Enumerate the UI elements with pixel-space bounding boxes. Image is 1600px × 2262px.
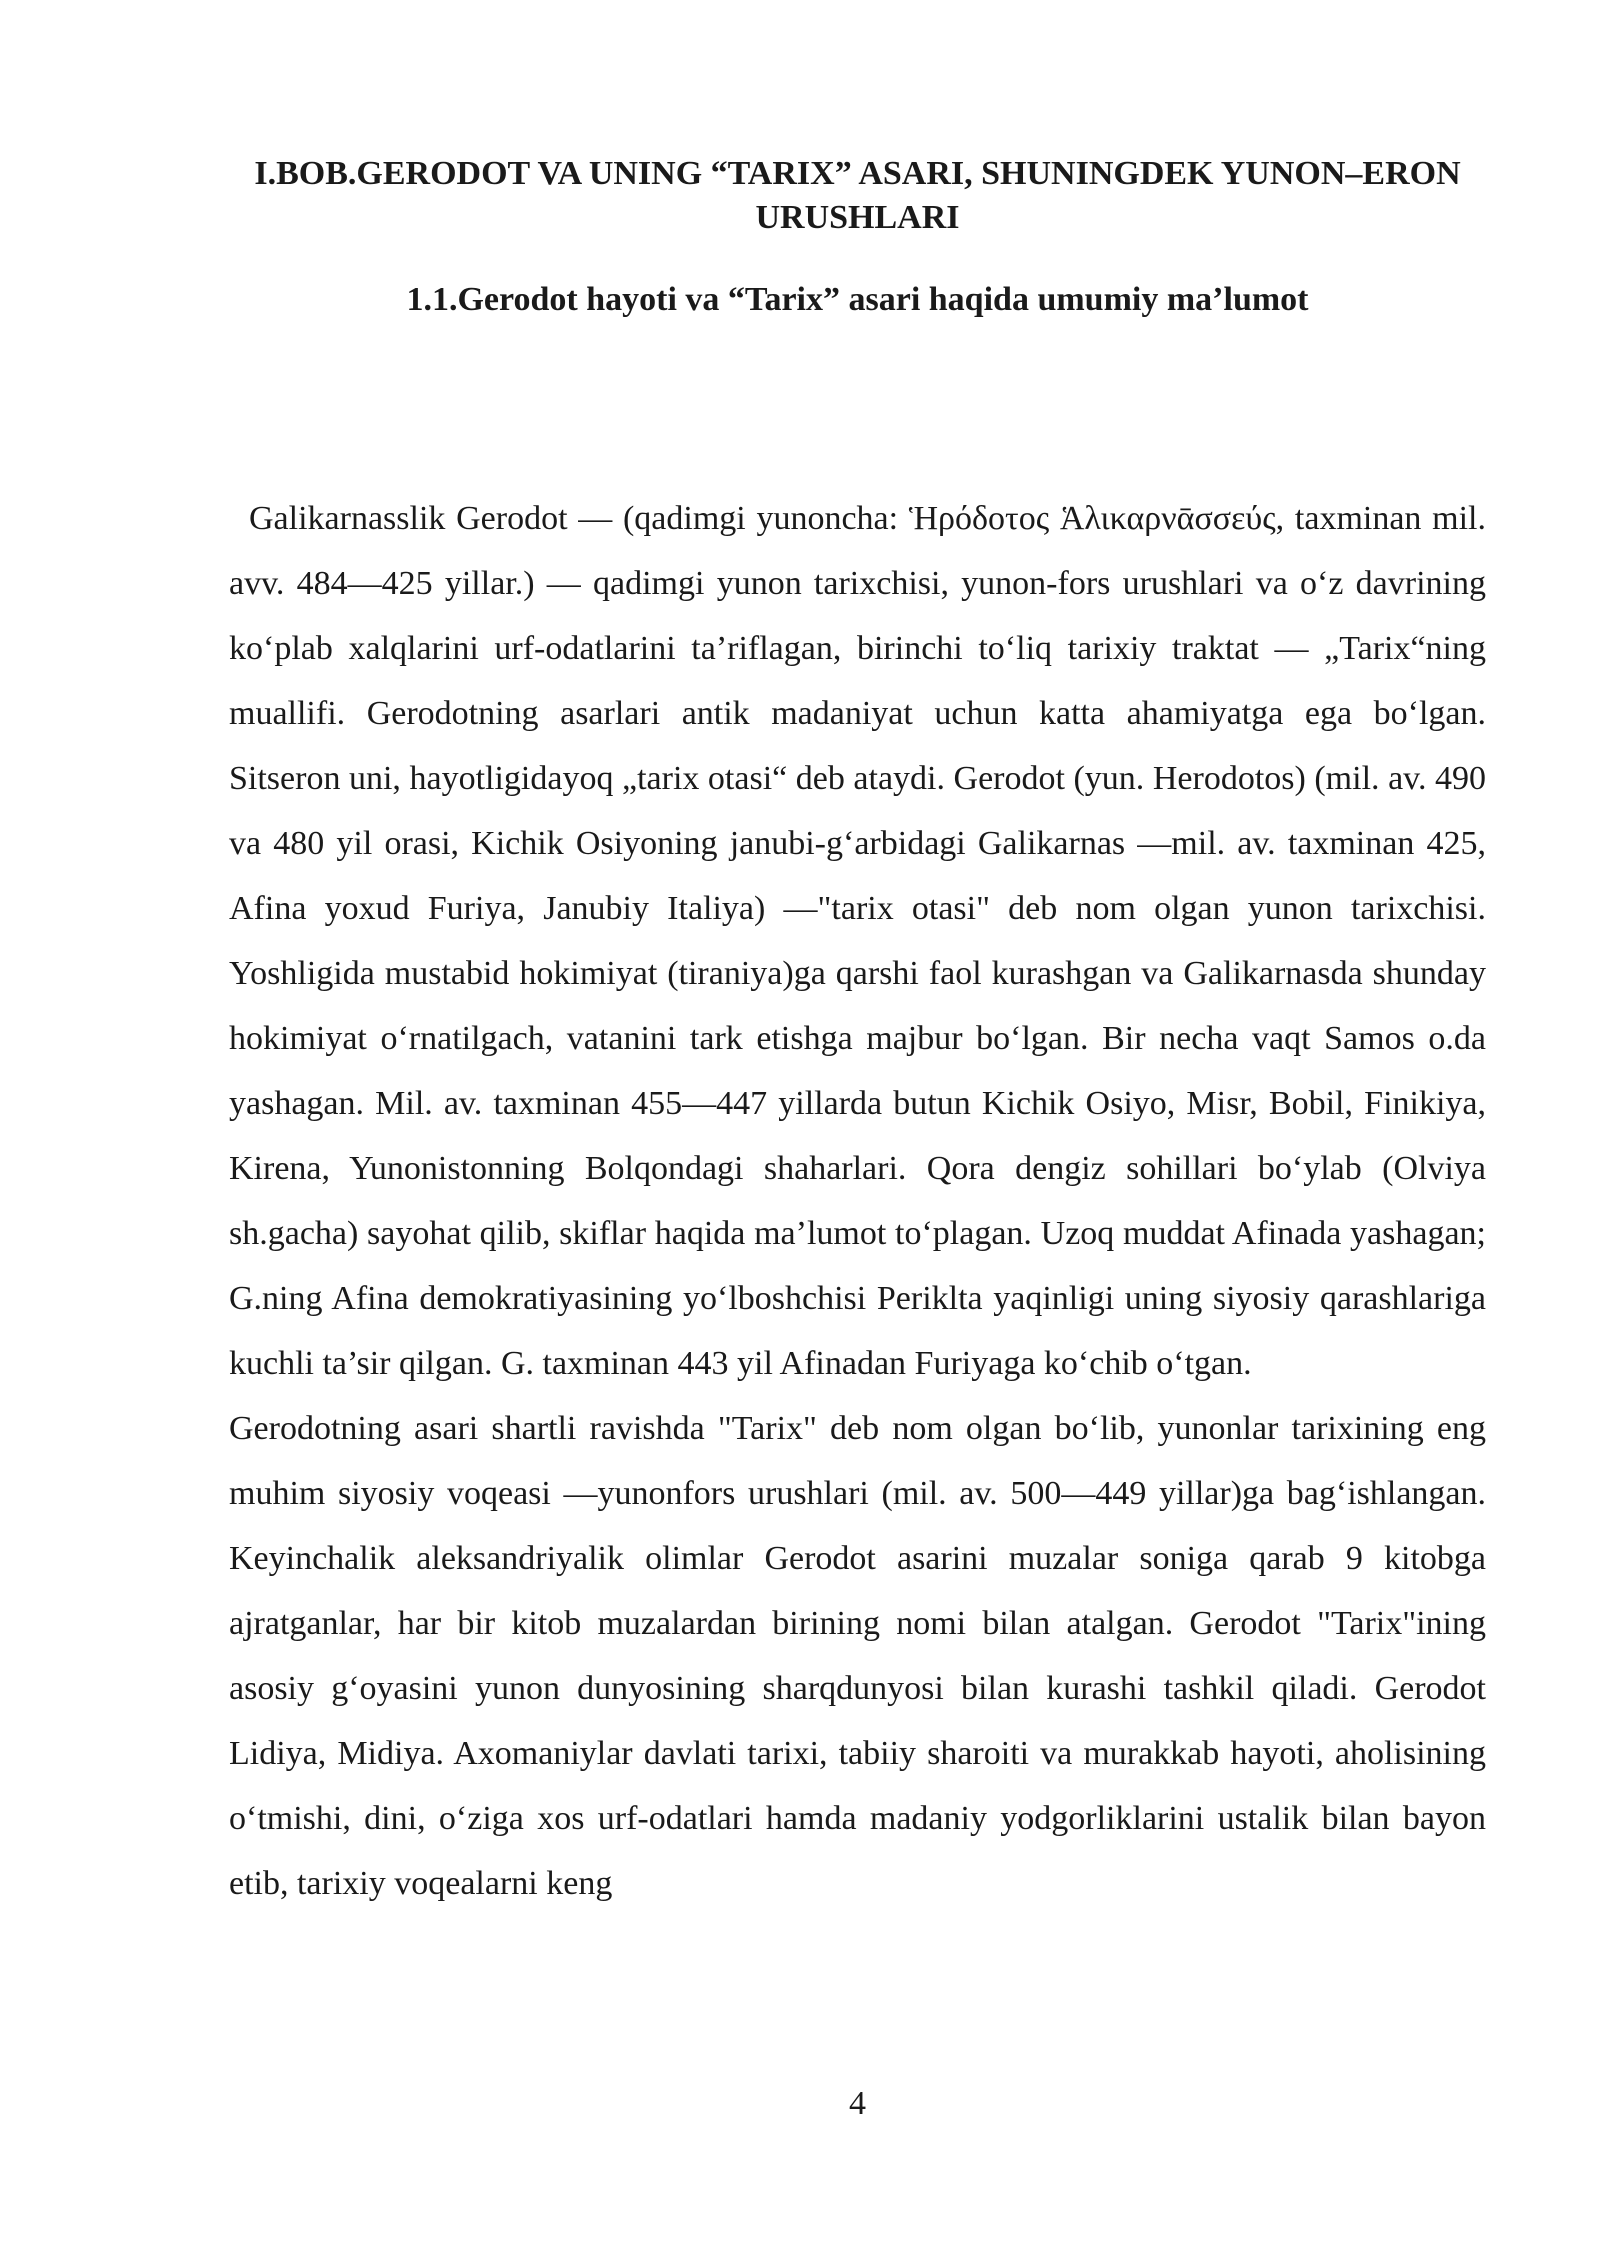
document-page [229,0,1486,2262]
section-title: 1.1.Gerodot hayoti va “Tarix” asari haqida umumiy ma’lumot [406,281,1309,318]
page-number: 4 [849,2085,866,2122]
paragraph-2: Gerodotning asari shartli ravishda "Tarix" deb nom olgan bo‘lib, yunonlar tarixining eng muhim siyosiy voqeasi —yunonfors urushlari (mil. av. 500—449 yillar)ga bag‘ishlangan. Keyinchalik aleksandriyalik olimlar Gerodot asarini muzalar soniga qarab 9 kitobga ajratganlar, har bir kitob muzalardan birining nomi bilan atalgan. Gerodot "Tarix"ining asosiy g‘oyasini yunon dunyosining sharqdunyosi bilan kurashi tashkil qiladi. Gerodot Lidiya, Midiya. Axomaniylar davlati tarixi, tabiiy sharoiti va murakkab hayoti, aholisining o‘tmishi, dini, o‘ziga xos urf-odatlari hamda madaniy yodgorliklarini ustalik bilan bayon etib, tarixiy voqealarni keng [229,1410,1486,1902]
chapter-title: I.BOB.GERODOT VA UNING “TARIX” ASARI, SHUNINGDEK YUNON–ERON URUSHLARI [254,155,1461,236]
body-text [229,486,1486,1916]
paragraph-1: Galikarnasslik Gerodot — (qadimgi yunoncha: Ἡρόδοτος Ἁλικαρνᾱσσεύς, taxminan mil. avv. 484—425 yillar.) — qadimgi yunon tarixchisi, yunon-fors urushlari va o‘z davrining ko‘plab xalqlarini urf-odatlarini ta’riflagan, birinchi to‘liq tarixiy traktat — „Tarix“ning muallifi. Gerodotning asarlari antik madaniyat uchun katta ahamiyatga ega bo‘lgan. Sitseron uni, hayotligidayoq „tarix otasi“ deb ataydi. Gerodot (yun. Herodotos) (mil. av. 490 va 480 yil orasi, Kichik Osiyoning janubi-g‘arbidagi Galikarnas —mil. av. taxminan 425, Afina yoxud Furiya, Janubiy Italiya) —"tarix otasi" deb nom olgan yunon tarixchisi. Yoshligida mustabid hokimiyat (tiraniya)ga qarshi faol kurashgan va Galikarnasda shunday hokimiyat o‘rnatilgach, vatanini tark etishga majbur bo‘lgan. Bir necha vaqt Samos o.da yashagan. Mil. av. taxminan 455—447 yillarda butun Kichik Osiyo, Misr, Bobil, Finikiya, Kirena, Yunonistonning Bolqondagi shaharlari. Qora dengiz sohillari bo‘ylab (Olviya sh.gacha) sayohat qilib, skiflar haqida ma’lumot to‘plagan. Uzoq muddat Afinada yashagan; G.ning Afina demokratiyasining yo‘lboshchisi Periklta yaqinligi uning siyosiy qarashlariga kuchli ta’sir qilgan. G. taxminan 443 yil Afinadan Furiyaga ko‘chib o‘tgan. [229,500,1486,1382]
